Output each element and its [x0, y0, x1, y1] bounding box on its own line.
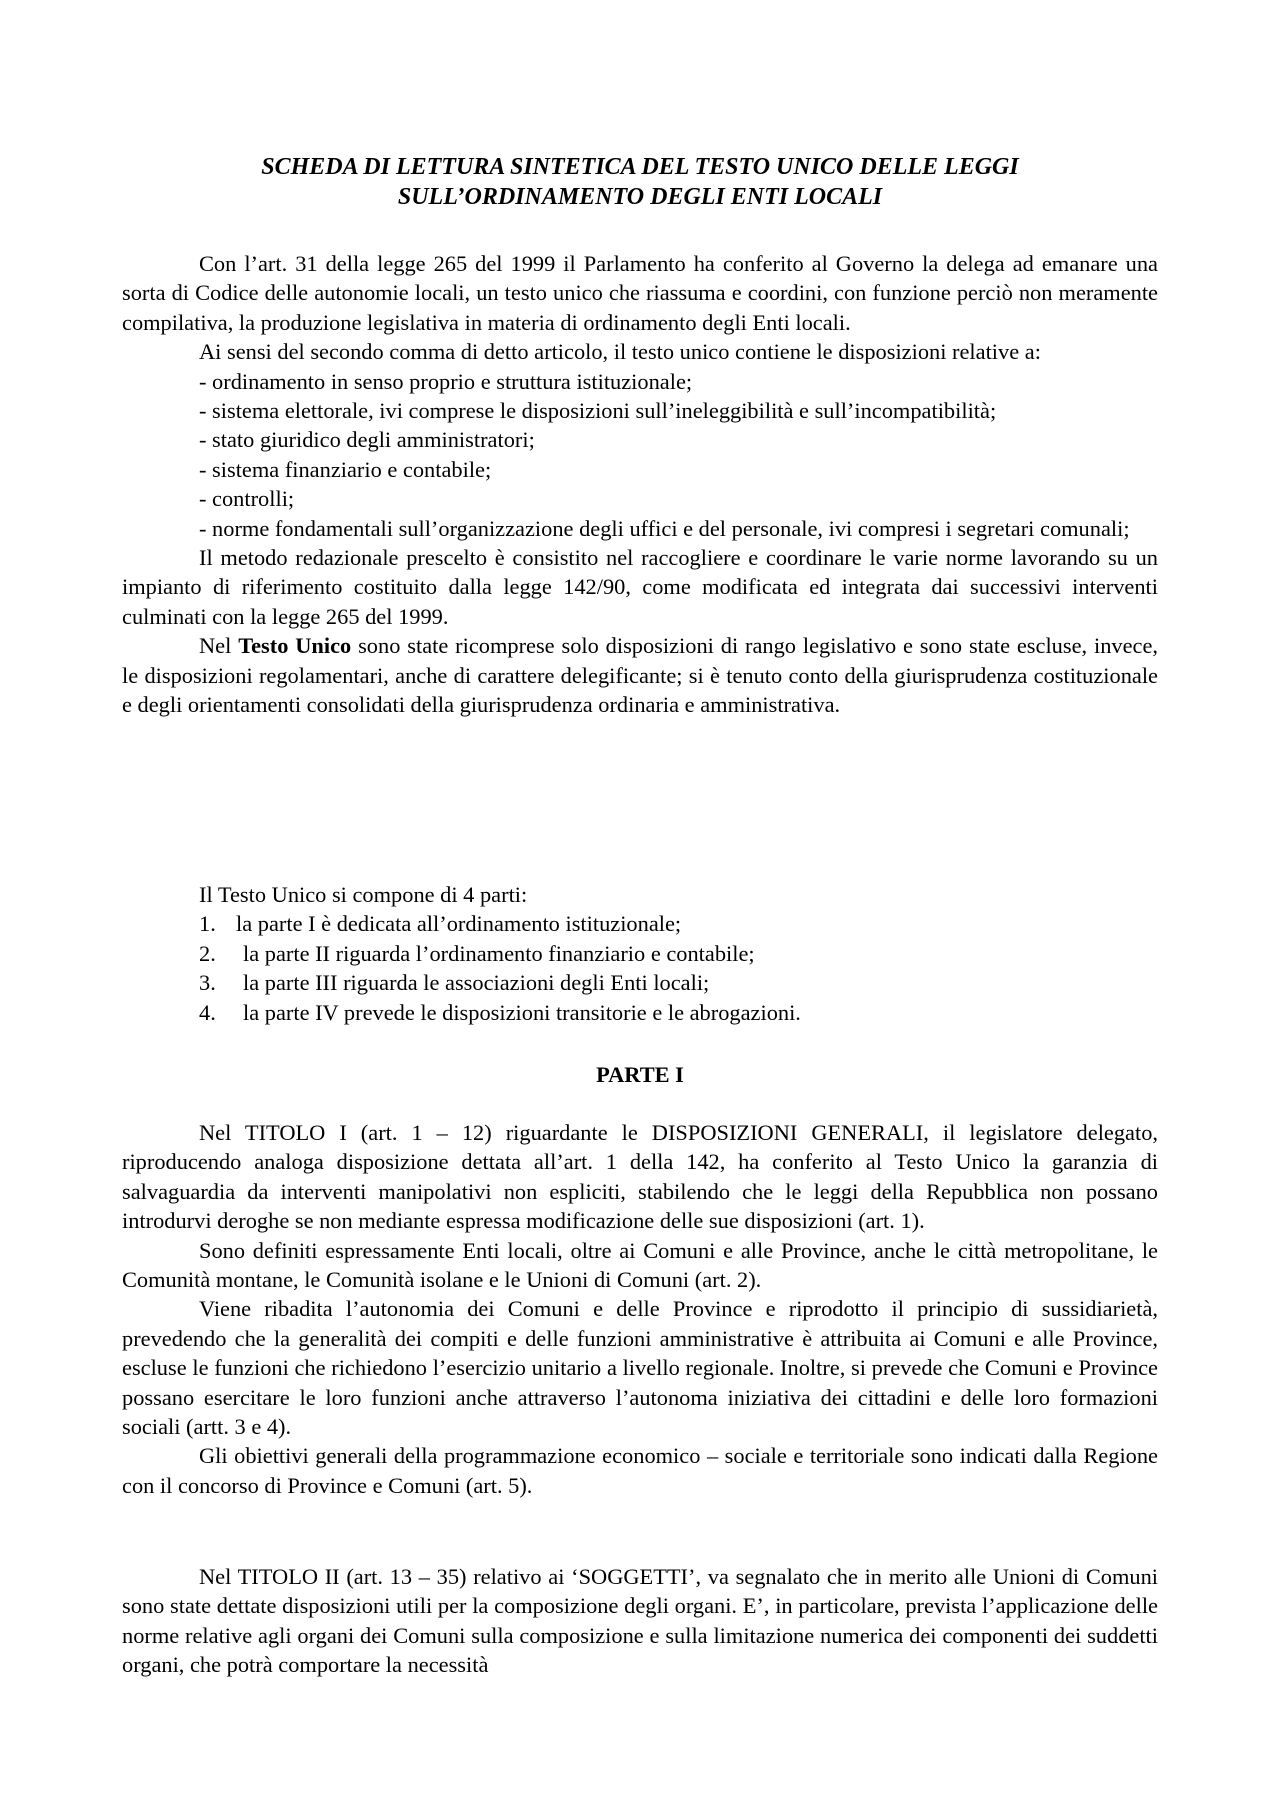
- scope-list: [122, 367, 1158, 543]
- parte1-paragraph-1: Nel TITOLO I (art. 1 – 12) riguardante le DISPOSIZIONI GENERALI, il legislatore delegato, riproducendo analoga disposizione dettata all’art. 1 della 142, ha conferito al Testo Unico la garanzia di salvaguardia da interventi manipolativi non espliciti, stabilendo che le leggi della Repubblica non possano introdurvi deroghe se non mediante espressa modificazione delle sue disposizioni (art. 1).: [122, 1120, 1158, 1234]
- testo-unico-bold: Testo Unico: [238, 633, 352, 659]
- parts-item-4: [122, 998, 1158, 1027]
- intro-paragraph-2: Ai sensi del secondo comma di detto articolo, il testo unico contiene le disposizioni relative a:: [199, 339, 1041, 365]
- parts-item-2: [122, 939, 1158, 968]
- title-line-2: SULL’ORDINAMENTO DEGLI ENTI LOCALI: [397, 183, 883, 210]
- parts-item-number: 3.: [199, 970, 216, 996]
- scope-item-6: - norme fondamentali sull’organizzazione degli uffici e del personale, ivi compresi i segretari comunali;: [199, 515, 1130, 541]
- title-line-1: SCHEDA DI LETTURA SINTETICA DEL TESTO UNICO DELLE LEGGI: [261, 154, 1019, 180]
- document-title: [122, 153, 1158, 212]
- parts-item-text: la parte III riguarda le associazioni degli Enti locali;: [243, 970, 710, 996]
- parts-section: [122, 880, 1158, 1027]
- intro-section: [122, 249, 1158, 720]
- parts-item-text: la parte II riguarda l’ordinamento finanziario e contabile;: [243, 940, 755, 966]
- parts-item-text: la parte IV prevede le disposizioni transitorie e le abrogazioni.: [243, 999, 801, 1025]
- scope-item-3: - stato giuridico degli amministratori;: [199, 427, 535, 453]
- parts-item-1: [122, 909, 1158, 938]
- scope-item-2: - sistema elettorale, ivi comprese le disposizioni sull’ineleggibilità e sull’incompatibilità;: [199, 398, 997, 424]
- parte1-paragraph-4: Gli obiettivi generali della programmazione economico – sociale e territoriale sono indicati dalla Regione con il concorso di Province e Comuni (art. 5).: [122, 1443, 1158, 1498]
- section-heading: PARTE I: [596, 1062, 684, 1087]
- intro-paragraph-3: Il metodo redazionale prescelto è consistito nel raccogliere e coordinare le varie norme lavorando su un impianto di riferimento costituito dalla legge 142/90, come modificata ed integrata dai successivi interventi culminati con la legge 265 del 1999.: [122, 545, 1158, 629]
- scope-item-4: - sistema finanziario e contabile;: [199, 456, 492, 482]
- intro-paragraph-1: Con l’art. 31 della legge 265 del 1999 il Parlamento ha conferito al Governo la delega ad emanare una sorta di Codice delle autonomie locali, un testo unico che riassuma e coordini, con funzione perciò non meramente compilativa, la produzione legislativa in materia di ordinamento degli Enti locali.: [122, 251, 1158, 335]
- parte1-paragraph-3: Viene ribadita l’autonomia dei Comuni e delle Province e riprodotto il principio di sussidiarietà, prevedendo che la generalità dei compiti e delle funzioni amministrative è attribuita ai Comuni e alle Province, escluse le funzioni che richiedono l’esercizio unitario a livello regionale. Inoltre, si prevede che Comuni e Province possano esercitare le loro funzioni anche attraverso l’autonoma iniziativa dei cittadini e delle loro formazioni sociali (artt. 3 e 4).: [122, 1296, 1158, 1440]
- parts-list: [122, 909, 1158, 1027]
- parts-item-3: [122, 968, 1158, 997]
- parts-item-text: la parte I è dedicata all’ordinamento istituzionale;: [236, 911, 682, 937]
- scope-item-1: - ordinamento in senso proprio e struttura istituzionale;: [199, 368, 693, 394]
- scope-item-5: - controlli;: [199, 486, 295, 512]
- parts-item-number: 4.: [199, 999, 216, 1025]
- parte-1-heading-block: [122, 1060, 1158, 1089]
- titolo-2-section: [122, 1562, 1158, 1680]
- parts-item-number: 2.: [199, 940, 216, 966]
- parts-item-number: 1.: [199, 911, 216, 937]
- parte-1-section: [122, 1118, 1158, 1500]
- intro-p4-end: sono state ricomprese solo disposizioni di rango legislativo e sono state escluse, invece, le disposizioni regolamentari, anche di carattere delegificante; si è tenuto conto della giurisprudenza costituzionale e degli orientamenti consolidati della giurisprudenza ordinaria e amministrativa.: [122, 633, 1159, 718]
- intro-paragraph-4: [122, 631, 1158, 719]
- parte1-paragraph-5: Nel TITOLO II (art. 13 – 35) relativo ai ‘SOGGETTI’, va segnalato che in merito alle Unioni di Comuni sono state dettate disposizioni utili per la composizione degli organi. E’, in particolare, prevista l’applicazione delle norme relative agli organi dei Comuni sulla composizione e sulla limitazione numerica dei componenti dei suddetti organi, che potrà comportare la necessità: [122, 1564, 1158, 1678]
- parte1-paragraph-2: Sono definiti espressamente Enti locali, oltre ai Comuni e alle Province, anche le città metropolitane, le Comunità montane, le Comunità isolane e le Unioni di Comuni (art. 2).: [122, 1237, 1158, 1293]
- parts-intro: Il Testo Unico si compone di 4 parti:: [199, 882, 528, 907]
- intro-p4-start: Nel: [199, 633, 239, 659]
